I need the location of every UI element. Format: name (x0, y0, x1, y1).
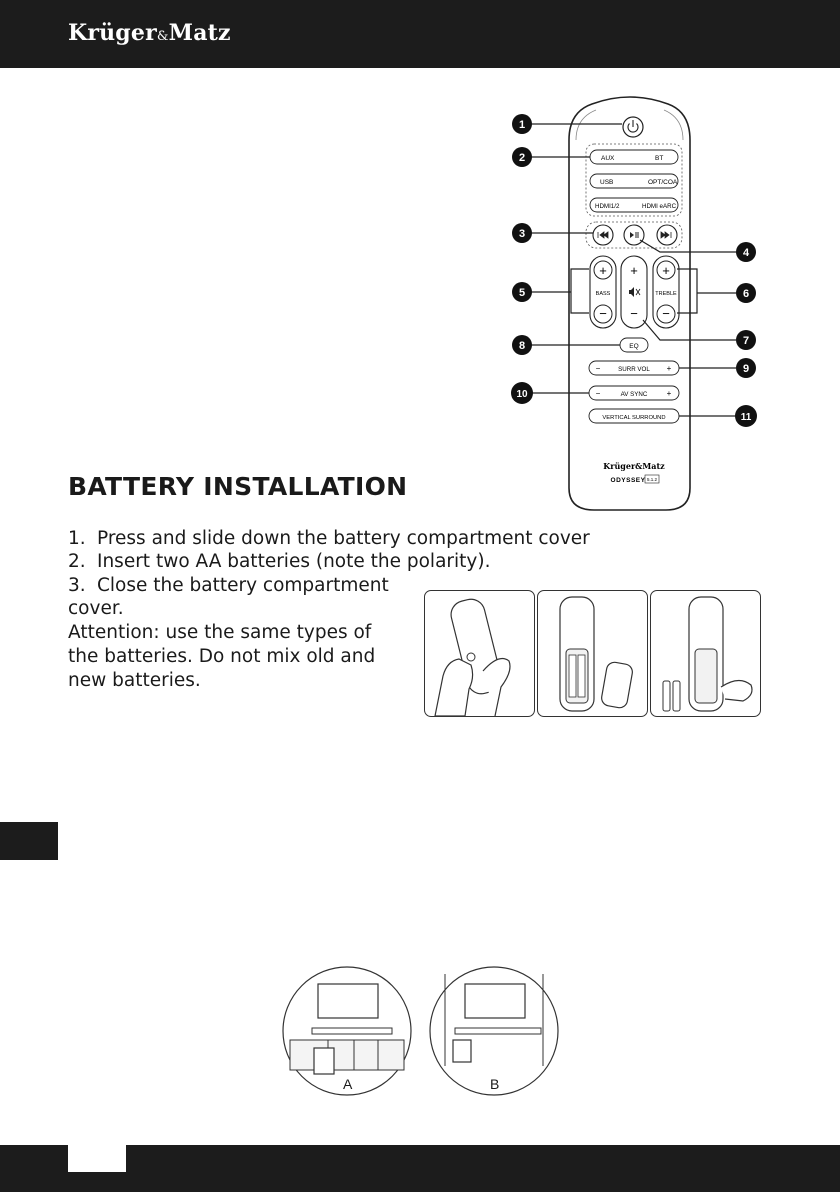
step-3: 3. Close the battery compartment (68, 575, 389, 596)
battery-illustration-2 (537, 590, 648, 717)
language-tab (0, 822, 58, 860)
svg-text:+: + (666, 364, 672, 373)
svg-text:7: 7 (742, 335, 750, 347)
svg-text:6: 6 (742, 288, 750, 300)
svg-text:USB: USB (600, 179, 614, 186)
svg-text:SURR VOL: SURR VOL (618, 366, 650, 373)
battery-installation-title: BATTERY INSTALLATION (68, 472, 408, 501)
svg-text:+: + (662, 263, 670, 278)
svg-text:ODYSSEY: ODYSSEY (610, 477, 646, 484)
svg-text:+: + (599, 263, 607, 278)
step-1: 1. Press and slide down the battery compartment cover (68, 528, 590, 549)
battery-illustration-3 (650, 590, 761, 717)
svg-text:−: − (595, 389, 601, 398)
placement-label-a: A (343, 1076, 353, 1092)
svg-text:OPT/COA: OPT/COA (648, 179, 678, 186)
svg-text:−: − (599, 306, 607, 321)
svg-text:AUX: AUX (601, 155, 615, 162)
placement-label-b: B (490, 1076, 500, 1092)
svg-text:VERTICAL SURROUND: VERTICAL SURROUND (602, 415, 666, 421)
svg-text:−: − (595, 364, 601, 373)
next-button (657, 225, 677, 245)
svg-text:3: 3 (518, 228, 526, 240)
svg-text:11: 11 (740, 412, 752, 423)
svg-text:BASS: BASS (595, 291, 611, 297)
svg-text:4: 4 (742, 247, 750, 259)
svg-text:+: + (666, 389, 672, 398)
step-2: 2. Insert two AA batteries (note the polarity). (68, 551, 491, 572)
header-bar (0, 0, 840, 68)
svg-text:2: 2 (518, 152, 526, 164)
svg-text:9: 9 (742, 363, 750, 375)
remote-diagram (500, 88, 770, 513)
svg-text:10: 10 (516, 389, 528, 400)
svg-text:5.1.2: 5.1.2 (646, 477, 658, 482)
svg-text:TREBLE: TREBLE (655, 291, 677, 297)
svg-text:+: + (630, 263, 638, 278)
svg-text:HDMI eARC: HDMI eARC (642, 203, 677, 210)
svg-text:−: − (662, 306, 670, 321)
svg-text:AV SYNC: AV SYNC (620, 391, 648, 398)
svg-text:EQ: EQ (629, 343, 639, 350)
svg-text:8: 8 (518, 340, 526, 352)
svg-text:1: 1 (518, 119, 526, 131)
battery-note: cover. Attention: use the same types of the batteries. Do not mix old and new batteries. (68, 598, 376, 691)
prev-button (593, 225, 613, 245)
page-number-box (68, 1145, 126, 1172)
svg-text:BT: BT (655, 155, 664, 162)
svg-text:5: 5 (518, 287, 526, 299)
svg-text:Krüger&Matz: Krüger&Matz (603, 461, 665, 471)
power-button (623, 117, 643, 137)
brand-logo: Krüger&Matz (68, 20, 231, 46)
play-pause-button (624, 225, 644, 245)
svg-text:HDMI1/2: HDMI1/2 (595, 203, 620, 210)
footer-bar (0, 1145, 840, 1192)
battery-illustration-1 (424, 590, 535, 717)
svg-text:−: − (630, 306, 638, 321)
